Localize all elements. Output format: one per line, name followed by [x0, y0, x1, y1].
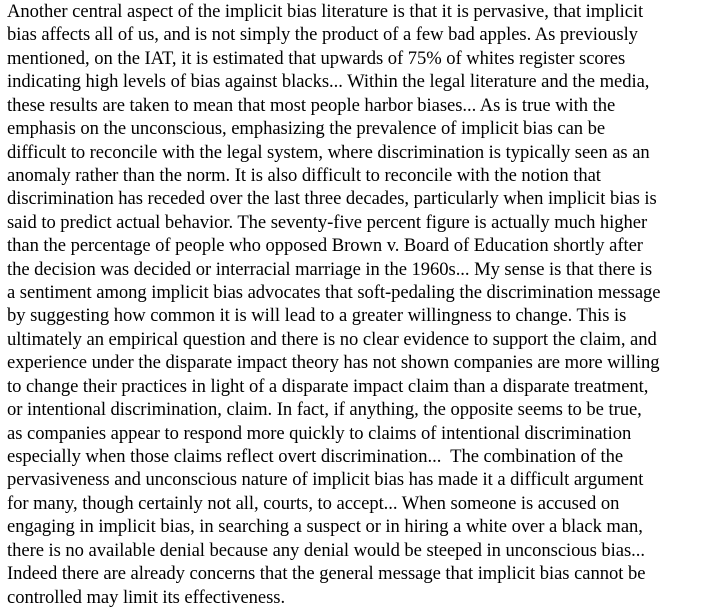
text-line: difficult to reconcile with the legal system, where discrimination is typically seen as an — [7, 141, 650, 163]
text-line: emphasis on the unconscious, emphasizing the prevalence of implicit bias can be — [7, 118, 606, 140]
text-line: or intentional discrimination, claim. In fact, if anything, the opposite seems to be true, — [7, 399, 642, 421]
text-line: engaging in implicit bias, in searching a suspect or in hiring a white over a black man, — [7, 516, 643, 538]
text-line: said to predict actual behavior. The seventy-five percent figure is actually much higher — [7, 211, 648, 233]
text-line: indicating high levels of bias against blacks... Within the legal literature and the media, — [7, 71, 650, 93]
text-line: Another central aspect of the implicit bias literature is that it is pervasive, that implicit — [7, 1, 644, 22]
text-line: bias affects all of us, and is not simply the product of a few bad apples. As previously — [7, 24, 638, 46]
text-line: to change their practices in light of a disparate impact claim than a disparate treatment, — [7, 375, 649, 397]
text-line: controlled may limit its effectiveness. — [7, 586, 286, 608]
text-line: anomaly rather than the norm. It is also difficult to reconcile with the notion that — [7, 164, 601, 186]
text-line: mentioned, on the IAT, it is estimated that upwards of 75% of whites register scores — [7, 47, 626, 69]
text-line: for many, though certainly not all, courts, to accept... When someone is accused on — [7, 492, 620, 514]
text-line: these results are taken to mean that most people harbor biases... As is true with the — [7, 94, 616, 116]
text-line: experience under the disparate impact theory has not shown companies are more willing — [7, 352, 660, 374]
text-line: discrimination has receded over the last three decades, particularly when implicit bias is — [7, 188, 657, 210]
text-line: by suggesting how common it is will lead to a greater willingness to change. This is — [7, 305, 627, 327]
quoted-paragraph — [7, 0, 726, 609]
text-line: pervasiveness and unconscious nature of implicit bias has made it a difficult argument — [7, 469, 644, 491]
text-line: Indeed there are already concerns that the general message that implicit bias cannot be — [7, 563, 646, 585]
text-line: ultimately an empirical question and there is no clear evidence to support the claim, and — [7, 328, 657, 350]
text-line: especially when those claims reflect overt discrimination... The combination of the — [7, 446, 624, 468]
text-line: there is no available denial because any denial would be steeped in unconscious bias... — [7, 539, 645, 561]
text-line: than the percentage of people who opposed Brown v. Board of Education shortly after — [7, 235, 643, 257]
text-line: as companies appear to respond more quickly to claims of intentional discrimination — [7, 422, 632, 444]
text-line: a sentiment among implicit bias advocates that soft-pedaling the discrimination message — [7, 282, 661, 304]
text-line: the decision was decided or interracial marriage in the 1960s... My sense is that there is — [7, 258, 653, 280]
